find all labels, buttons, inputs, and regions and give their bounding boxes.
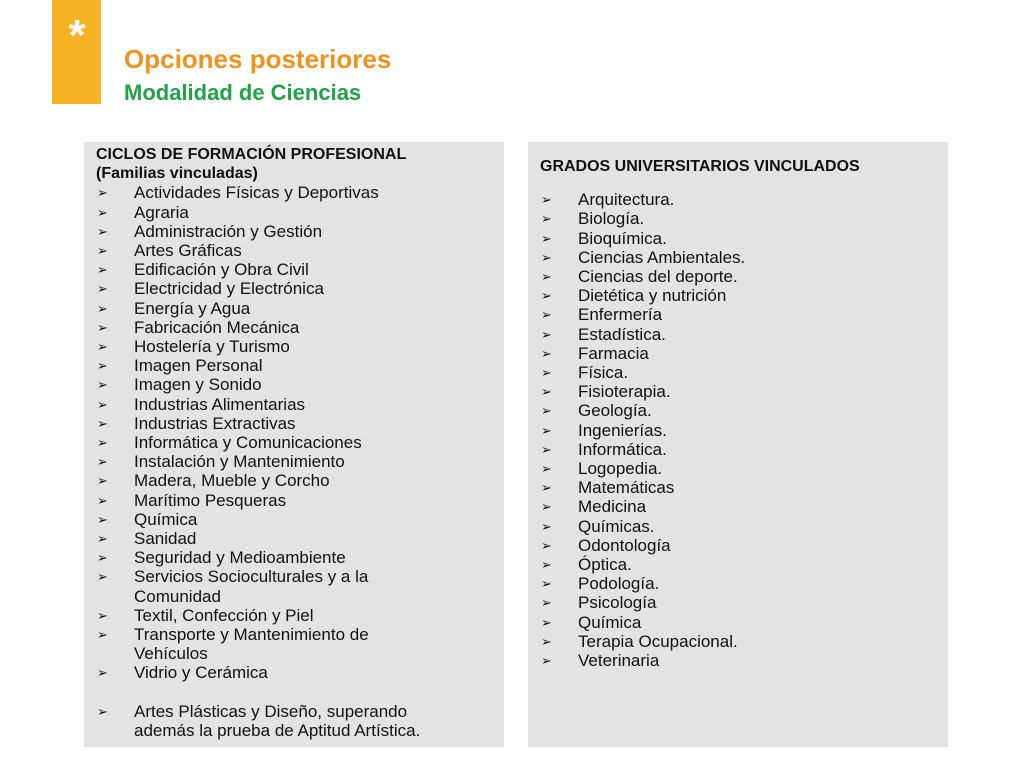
list-item: ➢ Industrias Alimentarias	[97, 394, 306, 414]
arrowhead-bullet-icon: ➢	[541, 288, 552, 304]
arrowhead-bullet-icon: ➢	[541, 192, 552, 208]
page-subtitle: Modalidad de Ciencias	[124, 80, 362, 105]
list-item: ➢ Fisioterapia.	[541, 382, 671, 402]
arrowhead-bullet-icon: ➢	[541, 557, 552, 573]
arrowhead-bullet-icon: ➢	[541, 576, 552, 592]
list-item: ➢ Energía y Agua	[97, 298, 251, 318]
list-item: ➢ Terapia Ocupacional.	[541, 631, 738, 651]
list-spacer	[96, 683, 504, 702]
list-item: ➢ Podología.	[541, 574, 660, 594]
list-item: ➢ Física.	[541, 363, 629, 383]
arrowhead-bullet-icon: ➢	[97, 435, 108, 451]
arrowhead-bullet-icon: ➢	[541, 461, 552, 477]
grados-panel	[528, 142, 948, 747]
grados-heading: GRADOS UNIVERSITARIOS VINCULADOS	[540, 158, 860, 175]
arrowhead-bullet-icon: ➢	[97, 531, 108, 547]
list-item: ➢ Imagen y Sonido	[97, 375, 262, 395]
list-item: ➢ Arquitectura.	[541, 190, 675, 210]
list-item: ➢ Textil, Confección y Piel	[97, 605, 314, 625]
list-item: ➢ Biología.	[541, 209, 645, 229]
ciclos-heading: CICLOS DE FORMACIÓN PROFESIONAL	[96, 146, 407, 163]
arrowhead-bullet-icon: ➢	[541, 614, 552, 630]
arrowhead-bullet-icon: ➢	[97, 281, 108, 297]
list-item: ➢ Servicios Socioculturales y a la Comunidad	[97, 567, 369, 606]
list-item: ➢ Farmacia	[541, 343, 649, 363]
list-item: ➢ Bioquímica.	[541, 228, 667, 248]
arrowhead-bullet-icon: ➢	[97, 627, 108, 643]
arrowhead-bullet-icon: ➢	[97, 262, 108, 278]
arrowhead-bullet-icon: ➢	[97, 550, 108, 566]
list-item: ➢ Informática y Comunicaciones	[97, 433, 362, 453]
arrowhead-bullet-icon: ➢	[97, 243, 108, 259]
arrowhead-bullet-icon: ➢	[541, 537, 552, 553]
list-item: ➢ Óptica.	[541, 555, 632, 575]
list-item: ➢ Actividades Físicas y Deportivas	[97, 183, 379, 203]
list-item: ➢ Geología.	[541, 401, 652, 421]
list-item: ➢ Artes Plásticas y Diseño, superando además la prueba de Aptitud Artística.	[97, 701, 421, 741]
arrowhead-bullet-icon: ➢	[541, 269, 552, 285]
list-item: ➢ Químicas.	[541, 516, 655, 536]
ciclos-extra-list	[96, 702, 504, 740]
list-item: ➢ Veterinaria	[541, 651, 660, 671]
arrowhead-bullet-icon: ➢	[97, 415, 108, 431]
list-item: ➢ Medicina	[541, 497, 647, 517]
list-item: ➢ Química	[541, 612, 642, 632]
arrowhead-bullet-icon: ➢	[541, 653, 552, 669]
list-item: ➢ Química	[97, 509, 198, 529]
ciclos-panel	[84, 142, 504, 747]
asterisk-icon: *	[68, 11, 86, 60]
list-item: ➢ Estadística.	[541, 324, 666, 344]
arrowhead-bullet-icon: ➢	[97, 396, 108, 412]
arrowhead-bullet-icon: ➢	[97, 454, 108, 470]
list-item: ➢ Hostelería y Turismo	[97, 337, 290, 357]
arrowhead-bullet-icon: ➢	[541, 480, 552, 496]
list-item: ➢ Dietética y nutrición	[541, 286, 727, 306]
page-title: Opciones posteriores	[124, 44, 392, 74]
arrowhead-bullet-icon: ➢	[541, 422, 552, 438]
arrowhead-bullet-icon: ➢	[541, 365, 552, 381]
arrowhead-bullet-icon: ➢	[541, 403, 552, 419]
list-item: ➢ Vidrio y Cerámica	[97, 663, 268, 683]
list-item: ➢ Ingenierías.	[541, 420, 667, 440]
arrowhead-bullet-icon: ➢	[97, 665, 108, 681]
list-item: ➢ Matemáticas	[541, 478, 675, 498]
arrowhead-bullet-icon: ➢	[97, 339, 108, 355]
arrowhead-bullet-icon: ➢	[97, 492, 108, 508]
list-item: ➢ Ciencias del deporte.	[541, 267, 738, 287]
list-item: ➢ Seguridad y Medioambiente	[97, 548, 346, 568]
arrowhead-bullet-icon: ➢	[541, 230, 552, 246]
arrowhead-bullet-icon: ➢	[97, 703, 108, 719]
list-item: ➢ Transporte y Mantenimiento de Vehículos	[97, 625, 369, 664]
arrowhead-bullet-icon: ➢	[97, 300, 108, 316]
list-item: ➢ Edificación y Obra Civil	[97, 260, 309, 280]
list-item: ➢ Industrias Extractivas	[97, 413, 296, 433]
list-item: ➢ Artes Gráficas	[97, 241, 242, 261]
arrowhead-bullet-icon: ➢	[97, 204, 108, 220]
list-item: ➢ Fabricación Mecánica	[97, 317, 300, 337]
list-item: ➢ Agraria	[97, 202, 189, 222]
grados-list	[540, 190, 948, 670]
arrowhead-bullet-icon: ➢	[541, 595, 552, 611]
arrowhead-bullet-icon: ➢	[541, 211, 552, 227]
arrowhead-bullet-icon: ➢	[97, 377, 108, 393]
arrowhead-bullet-icon: ➢	[541, 345, 552, 361]
list-item: ➢ Imagen Personal	[97, 356, 263, 376]
list-item: ➢ Informática.	[541, 439, 667, 459]
arrowhead-bullet-icon: ➢	[541, 307, 552, 323]
arrowhead-bullet-icon: ➢	[97, 223, 108, 239]
arrowhead-bullet-icon: ➢	[97, 473, 108, 489]
arrowhead-bullet-icon: ➢	[97, 569, 108, 585]
list-item: ➢ Ciencias Ambientales.	[541, 247, 746, 267]
arrowhead-bullet-icon: ➢	[541, 384, 552, 400]
arrowhead-bullet-icon: ➢	[541, 499, 552, 515]
arrowhead-bullet-icon: ➢	[541, 518, 552, 534]
arrowhead-bullet-icon: ➢	[541, 633, 552, 649]
arrowhead-bullet-icon: ➢	[541, 441, 552, 457]
arrowhead-bullet-icon: ➢	[541, 326, 552, 342]
list-item: ➢ Sanidad	[97, 529, 197, 549]
arrowhead-bullet-icon: ➢	[97, 607, 108, 623]
list-item: ➢ Administración y Gestión	[97, 221, 323, 241]
ciclos-subheading: (Familias vinculadas)	[96, 165, 258, 183]
arrowhead-bullet-icon: ➢	[97, 511, 108, 527]
list-item: ➢ Psicología	[541, 593, 657, 613]
list-item: ➢ Enfermería	[541, 305, 663, 325]
arrowhead-bullet-icon: ➢	[97, 358, 108, 374]
list-item: ➢ Logopedia.	[541, 459, 663, 479]
list-item: ➢ Electricidad y Electrónica	[97, 279, 324, 299]
list-item: ➢ Madera, Mueble y Corcho	[97, 471, 330, 491]
list-item: ➢ Marítimo Pesqueras	[97, 490, 287, 510]
ciclos-list	[96, 183, 504, 682]
arrowhead-bullet-icon: ➢	[97, 319, 108, 335]
list-item: ➢ Instalación y Mantenimiento	[97, 452, 345, 472]
list-item: ➢ Odontología	[541, 535, 671, 555]
arrowhead-bullet-icon: ➢	[541, 249, 552, 265]
arrowhead-bullet-icon: ➢	[97, 185, 108, 201]
